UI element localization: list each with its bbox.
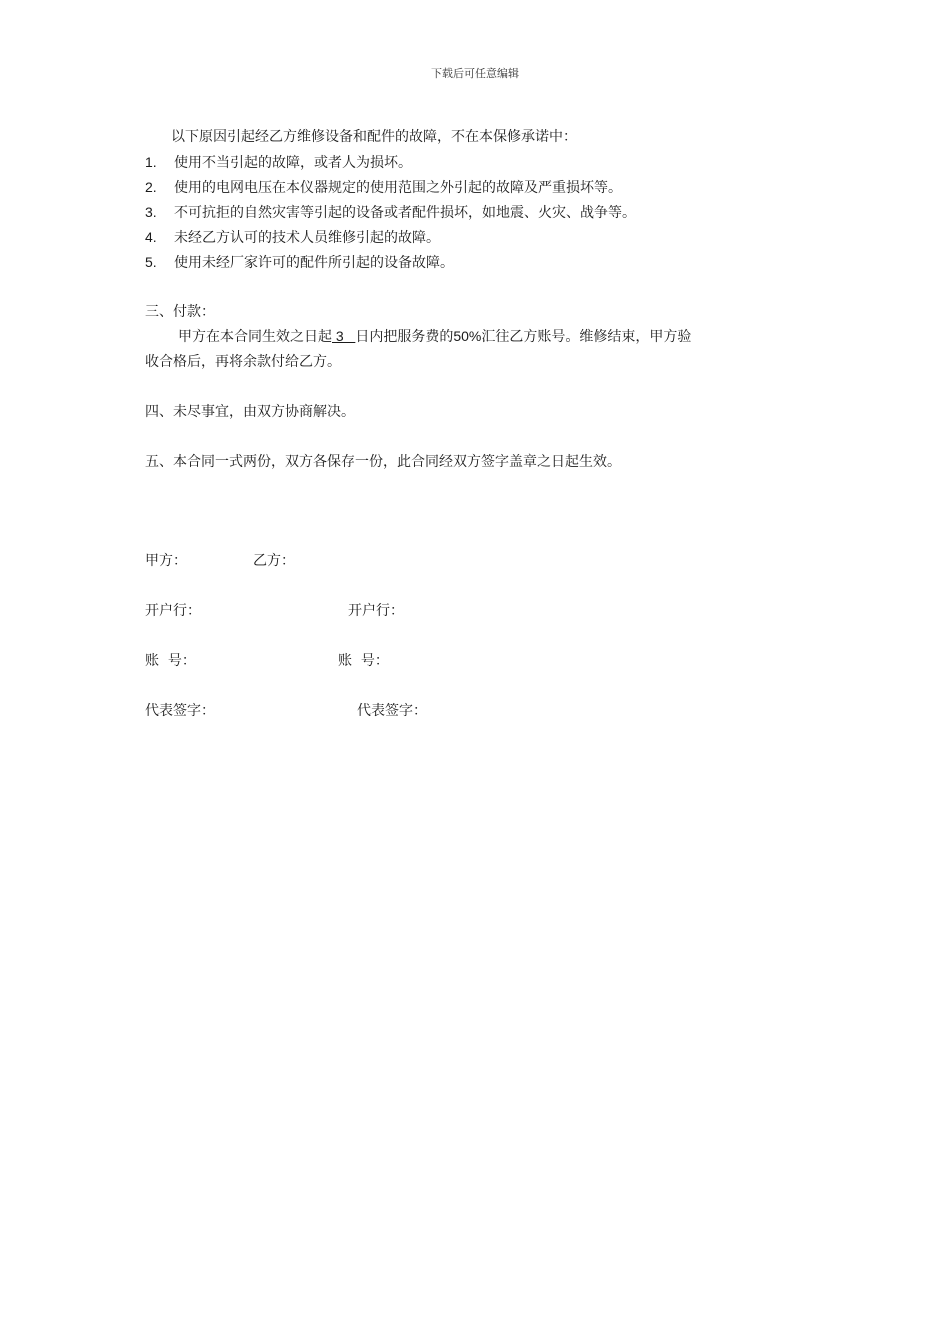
account-b-label: 账 号： <box>338 653 389 669</box>
party-b-label: 乙方： <box>253 553 295 569</box>
list-item <box>145 252 454 273</box>
list-item <box>145 227 440 248</box>
payment-paragraph-line2: 收合格后，再将余款付给乙方。 <box>145 354 341 370</box>
page-header: 下载后可任意编辑 <box>431 67 519 80</box>
list-item-text: 不可抗拒的自然灾害等引起的设备或者配件损坏，如地震、火灾、战争等。 <box>174 205 636 221</box>
payment-text-a: 甲方在本合同生效之日起 <box>178 329 332 345</box>
list-item-number: 2. <box>145 179 157 195</box>
list-item-text: 使用未经厂家许可的配件所引起的设备故障。 <box>174 255 454 271</box>
payment-percent: 50% <box>453 328 482 344</box>
payment-text-c: 汇往乙方账号。维修结束，甲方验 <box>481 329 692 345</box>
party-a-label: 甲方： <box>145 553 187 569</box>
list-item <box>145 152 412 173</box>
list-item <box>145 177 622 198</box>
payment-text-b: 日内把服务费的 <box>355 329 454 345</box>
account-a-label: 账 号： <box>145 653 196 669</box>
exclusions-intro: 以下原因引起经乙方维修设备和配件的故障，不在本保修承诺中： <box>171 129 577 145</box>
list-item-number: 5. <box>145 254 157 270</box>
representative-b-label: 代表签字： <box>357 703 427 719</box>
list-item-number: 1. <box>145 154 157 170</box>
list-item-number: 4. <box>145 229 157 245</box>
clause-four: 四、未尽事宜，由双方协商解决。 <box>145 404 355 420</box>
list-item-text: 使用的电网电压在本仪器规定的使用范围之外引起的故障及严重损坏等。 <box>174 180 622 196</box>
bank-b-label: 开户行： <box>348 603 404 619</box>
clause-five: 五、本合同一式两份，双方各保存一份，此合同经双方签字盖章之日起生效。 <box>145 454 621 470</box>
list-item-text: 未经乙方认可的技术人员维修引起的故障。 <box>174 230 440 246</box>
days-blank: 3 <box>332 328 356 344</box>
list-item-number: 3. <box>145 204 157 220</box>
list-item-text: 使用不当引起的故障，或者人为损坏。 <box>174 155 412 171</box>
representative-a-label: 代表签字： <box>145 703 215 719</box>
payment-title: 三、付款： <box>145 304 215 320</box>
payment-paragraph-line1 <box>178 326 691 347</box>
bank-a-label: 开户行： <box>145 603 201 619</box>
list-item <box>145 202 636 223</box>
